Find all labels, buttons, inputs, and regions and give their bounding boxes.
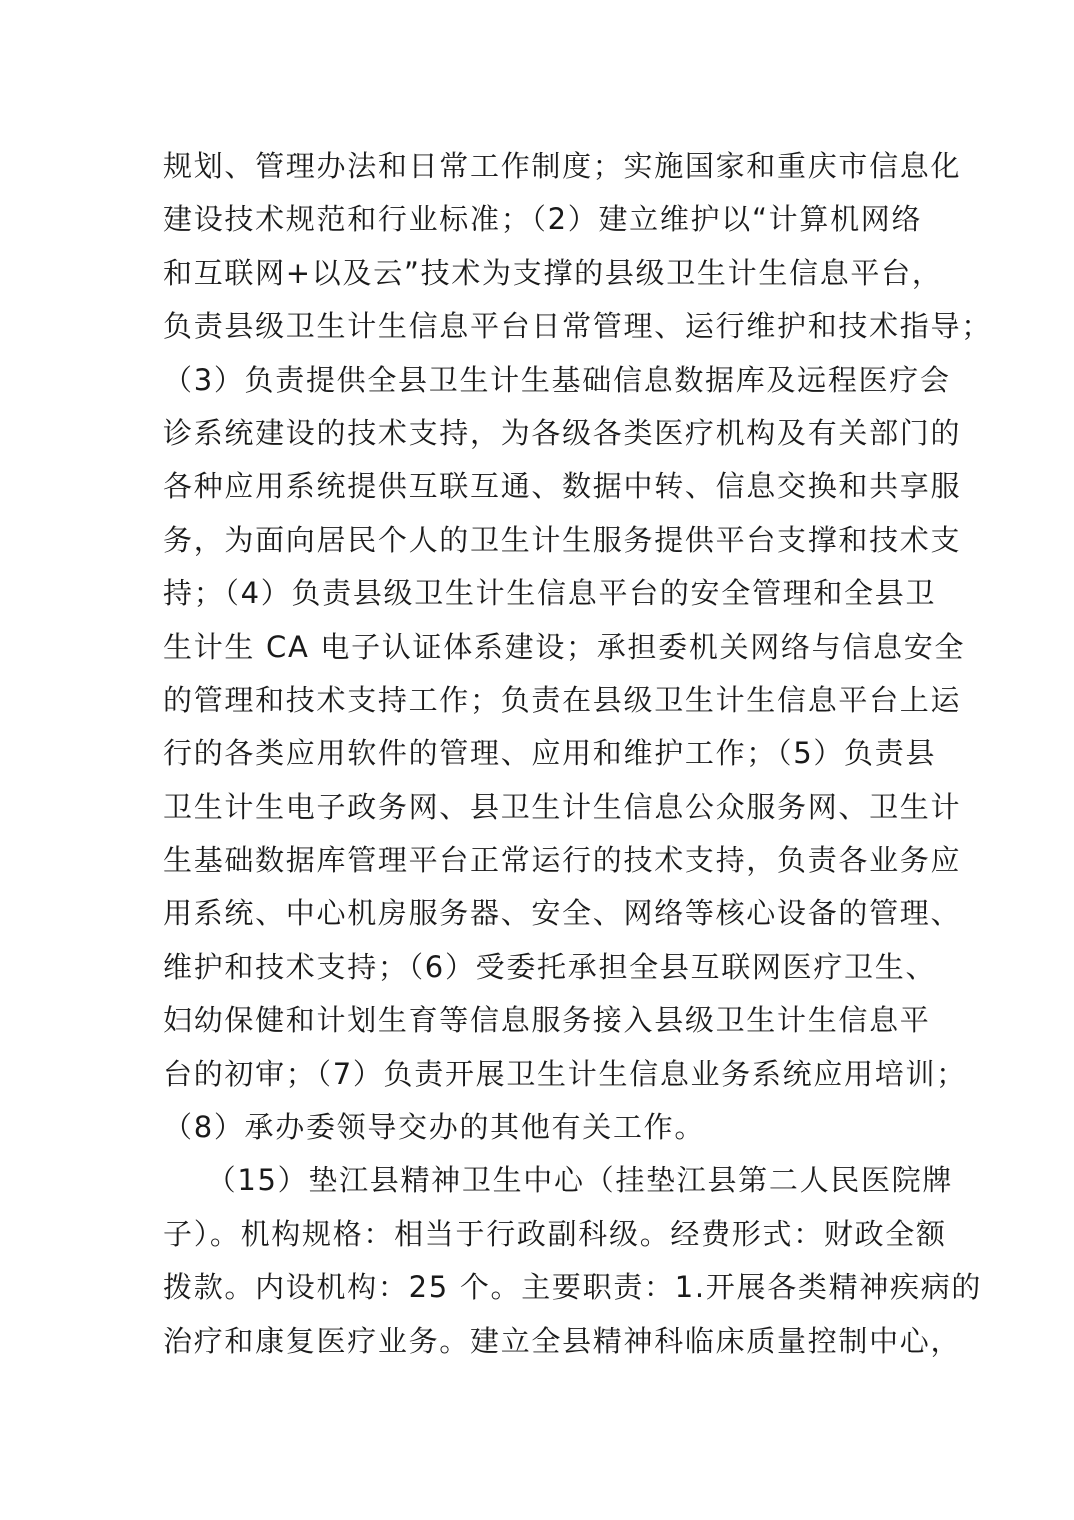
text-line: （3）负责提供全县卫生计生基础信息数据库及远程医疗会 (163, 362, 951, 397)
text-line: 用系统、中心机房服务器、安全、网络等核心设备的管理、 (163, 896, 962, 931)
text-line: 台的初审；（7）负责开展卫生计生信息业务系统应用培训； (163, 1056, 967, 1091)
text-line: 持；（4）负责县级卫生计生信息平台的安全管理和全县卫 (163, 576, 937, 611)
text-line: 务，为面向居民个人的卫生计生服务提供平台支撑和技术支 (163, 522, 962, 557)
text-line: 妇幼保健和计划生育等信息服务接入县级卫生计生信息平 (163, 1003, 931, 1038)
text-line: （15）垫江县精神卫生中心（挂垫江县第二人民医院牌 (163, 1163, 954, 1198)
text-line: 和互联网+以及云”技术为支撑的县级卫生计生信息平台， (163, 255, 943, 290)
text-line: 负责县级卫生计生信息平台日常管理、运行维护和技术指导； (163, 309, 992, 344)
text-line: 生基础数据库管理平台正常运行的技术支持，负责各业务应 (163, 843, 962, 878)
text-line: 维护和技术支持；（6）受委托承担全县互联网医疗卫生、 (163, 949, 937, 984)
text-line: 诊系统建设的技术支持，为各级各类医疗机构及有关部门的 (163, 415, 962, 450)
text-line: 子）。机构规格：相当于行政副科级。经费形式：财政全额 (163, 1216, 947, 1251)
text-line: （8）承办委领导交办的其他有关工作。 (163, 1110, 706, 1145)
text-line: 建设技术规范和行业标准；（2）建立维护以“计算机网络 (163, 202, 923, 237)
text-line: 行的各类应用软件的管理、应用和维护工作；（5）负责县 (163, 736, 937, 771)
document-body (163, 140, 992, 1368)
text-line: 规划、管理办法和日常工作制度；实施国家和重庆市信息化 (163, 149, 962, 183)
text-line: 治疗和康复医疗业务。建立全县精神科临床质量控制中心， (163, 1323, 962, 1358)
text-line: 的管理和技术支持工作；负责在县级卫生计生信息平台上运 (163, 682, 962, 717)
text-line: 各种应用系统提供互联互通、数据中转、信息交换和共享服 (163, 469, 962, 504)
text-line: 卫生计生电子政务网、县卫生计生信息公众服务网、卫生计 (163, 789, 962, 824)
text-line: 生计生 CA 电子认证体系建设；承担委机关网络与信息安全 (163, 629, 966, 664)
text-line: 拨款。内设机构：25 个。主要职责：1.开展各类精神疾病的 (163, 1270, 983, 1305)
